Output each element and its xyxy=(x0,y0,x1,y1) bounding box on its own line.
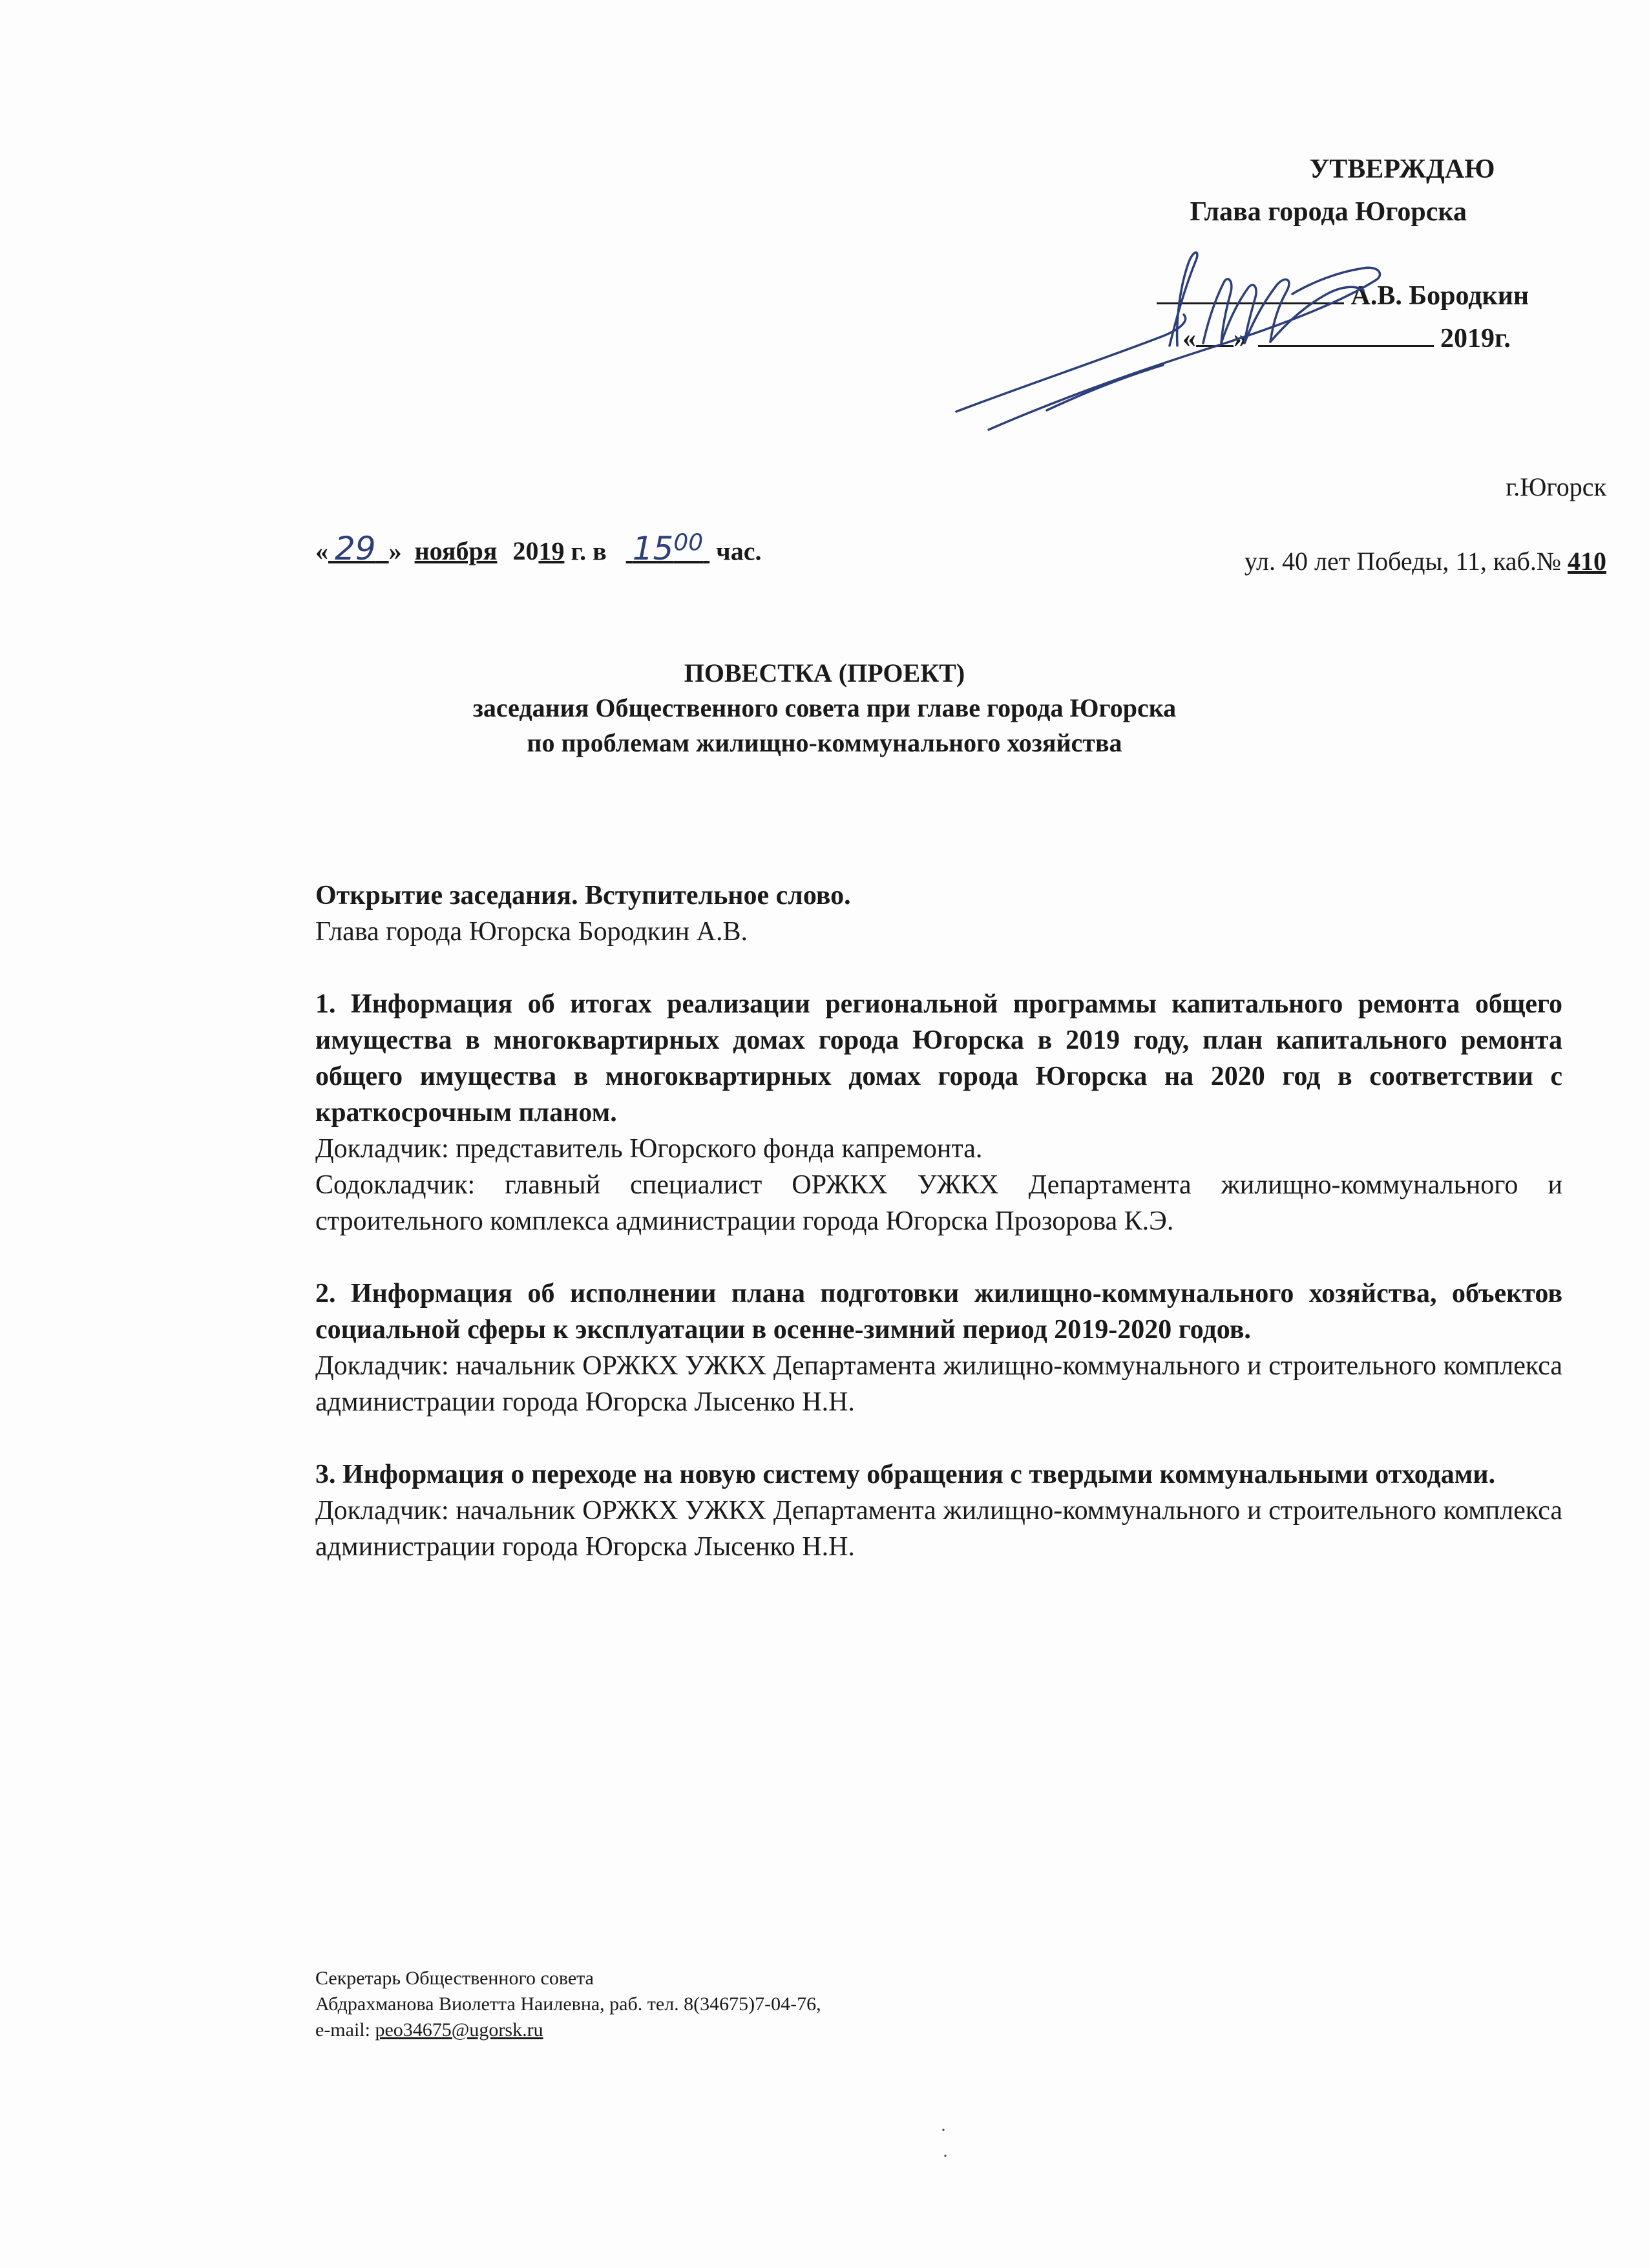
agenda-item-1-speaker: Докладчик: представитель Югорского фонда капремонта. xyxy=(315,1134,983,1164)
meeting-hour xyxy=(626,530,709,568)
agenda-item-3-title: 3. Информация о переходе на новую систему обращения с твердыми коммунальными отходами. xyxy=(315,1460,1496,1489)
meeting-year-prefix: 20 xyxy=(512,536,539,566)
scan-speck: · xyxy=(942,2145,949,2167)
handwritten-signature xyxy=(950,223,1402,456)
heading-line-3: по проблемам жилищно-коммунального хозяйства xyxy=(527,728,1122,757)
meeting-address xyxy=(1245,546,1606,576)
meeting-day xyxy=(328,530,389,568)
meeting-month: ноября xyxy=(414,536,498,566)
footer-secretary-contact: Абдрахманова Виолетта Наилевна, раб. тел. 8(34675)7-04-76, xyxy=(315,1993,821,2015)
agenda-item-3-speaker: Докладчик: начальник ОРЖКХ УЖКХ Департамента жилищно-коммунального и строительного комплекса администрации города Югорска Лысенко Н.Н. xyxy=(315,1496,1562,1562)
date-open-quote: « xyxy=(1182,324,1196,353)
city-name: г.Югорск xyxy=(1506,472,1606,501)
meeting-hour-word: час. xyxy=(716,536,762,566)
heading-line-2: заседания Общественного совета при главе города Югорска xyxy=(472,693,1177,722)
opening-title: Открытие заседания. Вступительное слово. xyxy=(315,881,851,910)
agenda-item-2-title: 2. Информация об исполнении плана подготовки жилищно-коммунального хозяйства, объектов социальной сферы к эксплуатации в осенне-зимний период 2019-2020 годов. xyxy=(315,1279,1562,1345)
agenda-body xyxy=(315,877,1562,1565)
handwritten-hour: 15 xyxy=(632,530,674,568)
agenda-item-1-co-speaker: Содокладчик: главный специалист ОРЖКХ УЖКХ Департамента жилищно-коммунального и строительного комплекса администрации города Югорска Прозорова К.Э. xyxy=(315,1170,1562,1236)
agenda-heading xyxy=(0,656,1649,761)
footer-email-link[interactable]: peo34675@ugorsk.ru xyxy=(375,2019,543,2041)
footer-email-line xyxy=(315,2017,821,2043)
approval-title: УТВЕРЖДАЮ xyxy=(1309,154,1495,184)
meeting-year-after: г. в xyxy=(571,536,607,566)
approval-signer: А.В. Бородкин xyxy=(1350,281,1529,311)
date-close-quote: » xyxy=(1234,324,1247,353)
opening-speaker: Глава города Югорска Бородкин А.В. xyxy=(315,917,748,947)
handwritten-minutes: 00 xyxy=(673,530,704,556)
handwritten-day: 29 xyxy=(335,530,376,568)
approval-role: Глава города Югорска xyxy=(1190,197,1467,227)
meeting-close-quote: » xyxy=(388,536,402,566)
approval-year: 2019г. xyxy=(1440,324,1511,353)
agenda-item-1-title: 1. Информация об итогах реализации региональной программы капитального ремонта общего имущества в многоквартирных домах города Югорска в 2019 году, план капитального ремонта общего имущества в многоквартирных домах города Югорска на 2020 год в соответствии с краткосрочным планом. xyxy=(315,989,1562,1128)
secretary-footer xyxy=(315,1966,821,2043)
agenda-item-2-speaker: Докладчик: начальник ОРЖКХ УЖКХ Департамента жилищно-коммунального и строительного комплекса администрации города Югорска Лысенко Н.Н. xyxy=(315,1351,1562,1417)
meeting-open-quote: « xyxy=(315,536,328,566)
scan-speck: · xyxy=(940,2119,947,2141)
room-number: 410 xyxy=(1568,547,1606,576)
heading-line-1: ПОВЕСТКА (ПРОЕКТ) xyxy=(684,658,965,688)
meeting-year-suffix: 19 xyxy=(538,536,565,566)
address-text: ул. 40 лет Победы, 11, каб.№ xyxy=(1244,547,1561,576)
footer-secretary-title: Секретарь Общественного совета xyxy=(315,1968,594,1989)
meeting-datetime xyxy=(315,530,761,567)
footer-email-label: e-mail: xyxy=(315,2019,370,2041)
